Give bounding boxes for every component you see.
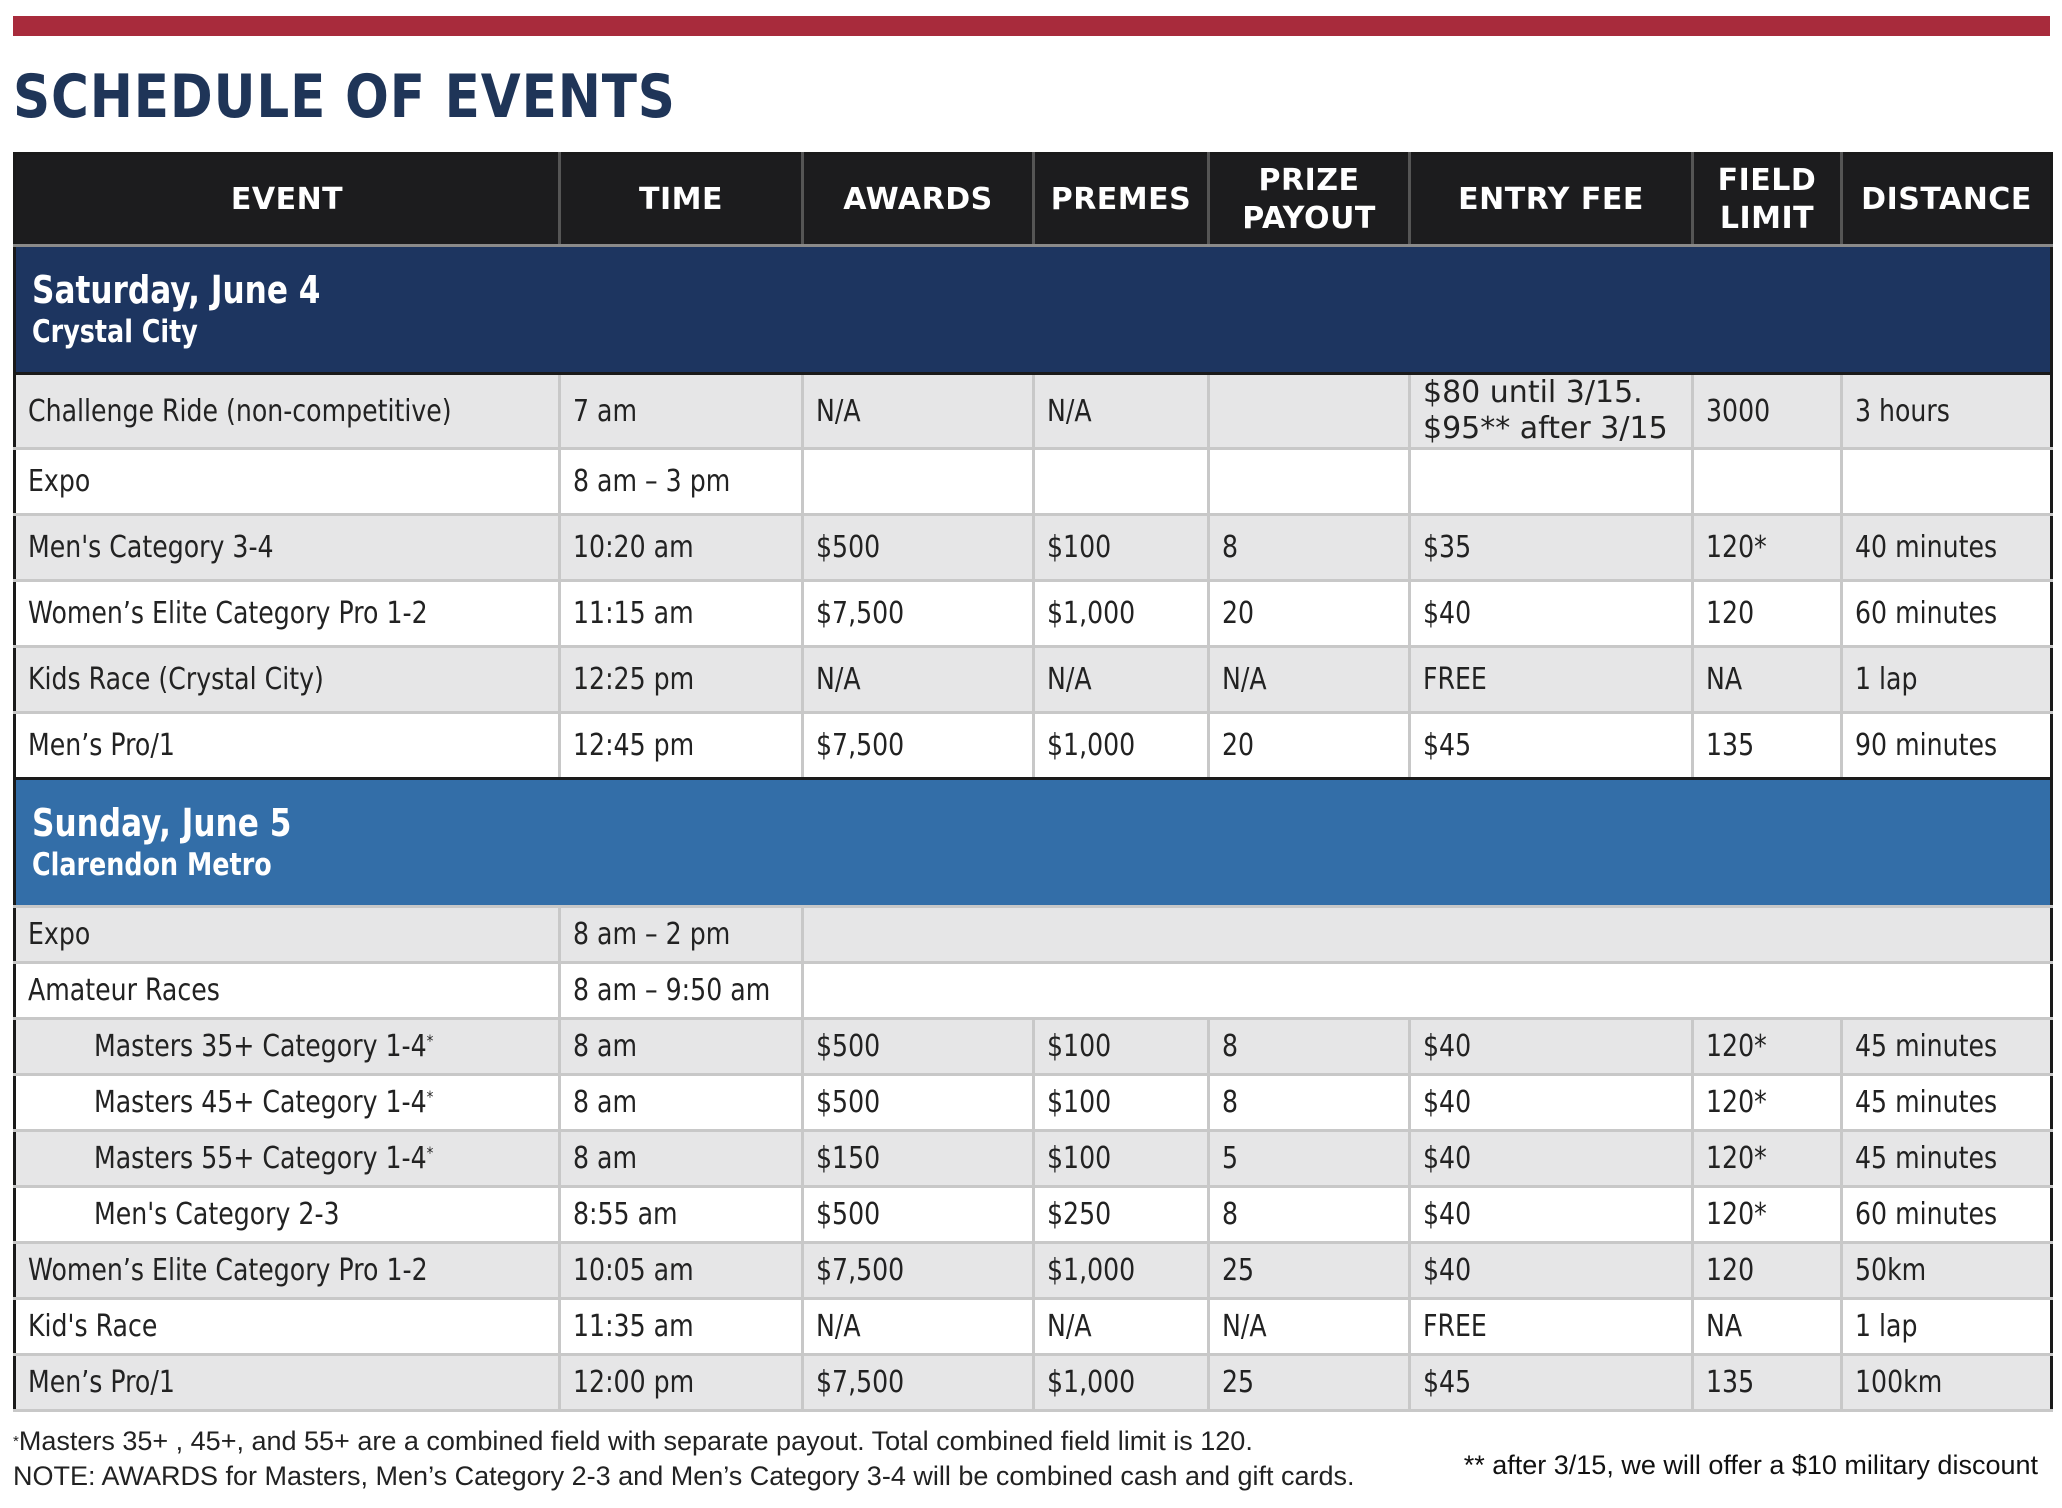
cell-payout [1209,374,1410,449]
cell-premes: $250 [1034,1187,1209,1243]
cell-premes: $100 [1034,1075,1209,1131]
cell-entry-fee: $40 [1410,1131,1693,1187]
schedule-table [13,152,2053,1412]
cell-event: Women’s Elite Category Pro 1-2 [15,581,560,647]
cell-premes: $1,000 [1034,581,1209,647]
military-discount-note: ** after 3/15, we will offer a $10 military discount [1463,1450,2038,1480]
cell-field-limit: NA [1693,1299,1842,1355]
cell-time: 8 am [560,1075,803,1131]
cell-event: Challenge Ride (non-competitive) [15,374,560,449]
cell-premes: $100 [1034,1131,1209,1187]
cell-awards: $7,500 [803,1243,1034,1299]
cell-time: 12:45 pm [560,713,803,779]
cell-event: Expo [15,907,560,963]
cell-event: Masters 55+ Category 1-4* [15,1131,560,1187]
cell-field-limit: 120* [1693,1075,1842,1131]
day-header-saturday [15,246,2052,374]
cell-distance: 3 hours [1842,374,2052,449]
col-header-distance: DISTANCE [1842,154,2052,246]
cell-field-limit: 120* [1693,1187,1842,1243]
day-location: Clarendon Metro [32,846,272,883]
cell-event: Amateur Races [15,963,560,1019]
table-row [15,647,2052,713]
cell-blank [803,907,2052,963]
cell-event: Men's Category 2-3 [15,1187,560,1243]
cell-time: 8 am [560,1131,803,1187]
cell-field-limit: 135 [1693,713,1842,779]
table-row [15,963,2052,1019]
day-name: Saturday, June 4 [32,267,321,312]
footnote-marker: * [13,1433,19,1450]
cell-entry-fee: $40 [1410,1019,1693,1075]
cell-payout: 20 [1209,713,1410,779]
cell-awards: $500 [803,1075,1034,1131]
cell-distance: 45 minutes [1842,1075,2052,1131]
cell-entry-fee: $45 [1410,713,1693,779]
fee-line: $80 until 3/15. [1423,375,1643,410]
cell-field-limit: 120 [1693,1243,1842,1299]
header-row [15,154,2052,246]
cell-payout: 8 [1209,1019,1410,1075]
cell-entry-fee: $35 [1410,515,1693,581]
cell-time: 11:35 am [560,1299,803,1355]
cell-payout: 8 [1209,1075,1410,1131]
cell-time: 8 am – 2 pm [560,907,803,963]
cell-field-limit: 120* [1693,1131,1842,1187]
cell-premes [1034,449,1209,515]
table-row [15,907,2052,963]
cell-awards: $150 [803,1131,1034,1187]
col-header-prize-payout: PRIZE PAYOUT [1209,154,1410,246]
cell-premes: $1,000 [1034,1243,1209,1299]
cell-awards: N/A [803,374,1034,449]
col-header-field-limit: FIELD LIMIT [1693,154,1842,246]
cell-premes: N/A [1034,647,1209,713]
cell-distance: 40 minutes [1842,515,2052,581]
cell-event: Kid's Race [15,1299,560,1355]
cell-field-limit: 135 [1693,1355,1842,1411]
cell-premes: $1,000 [1034,713,1209,779]
cell-premes: N/A [1034,374,1209,449]
cell-distance: 60 minutes [1842,581,2052,647]
cell-entry-fee: $40 [1410,1243,1693,1299]
cell-event: Expo [15,449,560,515]
cell-time: 8 am [560,1019,803,1075]
footnote-awards-note: NOTE: AWARDS for Masters, Men’s Category 2-3 and Men’s Category 3-4 will be combined cash and gift cards. [13,1461,1355,1491]
cell-entry-fee: $40 [1410,1075,1693,1131]
table-row [15,1187,2052,1243]
cell-distance [1842,449,2052,515]
cell-awards: N/A [803,1299,1034,1355]
top-rule [13,16,2050,36]
footnotes [13,1424,1355,1494]
cell-field-limit: 120* [1693,515,1842,581]
cell-time: 8:55 am [560,1187,803,1243]
table-row [15,1131,2052,1187]
cell-time: 11:15 am [560,581,803,647]
cell-payout [1209,449,1410,515]
cell-distance: 100km [1842,1355,2052,1411]
footnote-combined-field: *Masters 35+ , 45+, and 55+ are a combined field with separate payout. Total combined field limit is 120. [13,1426,1253,1456]
cell-event: Masters 45+ Category 1-4* [15,1075,560,1131]
cell-distance: 60 minutes [1842,1187,2052,1243]
cell-field-limit: 120* [1693,1019,1842,1075]
cell-payout: 25 [1209,1243,1410,1299]
cell-event: Men's Category 3-4 [15,515,560,581]
day-header-sunday [15,779,2052,907]
table-row [15,1299,2052,1355]
cell-time: 8 am – 9:50 am [560,963,803,1019]
day-location: Crystal City [32,313,198,350]
cell-payout: 20 [1209,581,1410,647]
cell-field-limit [1693,449,1842,515]
table-row [15,581,2052,647]
table-row [15,713,2052,779]
cell-payout: N/A [1209,647,1410,713]
table-row [15,515,2052,581]
cell-awards: $7,500 [803,581,1034,647]
col-header-event: EVENT [15,154,560,246]
cell-premes: $1,000 [1034,1355,1209,1411]
cell-payout: 5 [1209,1131,1410,1187]
col-header-entry-fee: ENTRY FEE [1410,154,1693,246]
footnote-marker: * [426,1087,434,1106]
cell-event: Women’s Elite Category Pro 1-2 [15,1243,560,1299]
page-title: SCHEDULE OF EVENTS [13,62,676,132]
cell-awards: $7,500 [803,1355,1034,1411]
cell-awards: $500 [803,515,1034,581]
cell-event: Masters 35+ Category 1-4* [15,1019,560,1075]
table-row [15,449,2052,515]
cell-time: 10:05 am [560,1243,803,1299]
cell-time: 12:25 pm [560,647,803,713]
col-header-time: TIME [560,154,803,246]
table-row [15,374,2052,449]
cell-field-limit: 120 [1693,581,1842,647]
cell-event: Men’s Pro/1 [15,713,560,779]
cell-blank [803,963,2052,1019]
cell-awards: $500 [803,1019,1034,1075]
cell-awards: N/A [803,647,1034,713]
cell-payout: 25 [1209,1355,1410,1411]
cell-awards: $500 [803,1187,1034,1243]
cell-payout: N/A [1209,1299,1410,1355]
table-row [15,1355,2052,1411]
cell-awards: $7,500 [803,713,1034,779]
cell-premes: $100 [1034,515,1209,581]
footnote-marker: * [426,1143,434,1162]
fee-line: $95** after 3/15 [1423,411,1668,446]
cell-event: Kids Race (Crystal City) [15,647,560,713]
cell-distance: 90 minutes [1842,713,2052,779]
cell-premes: N/A [1034,1299,1209,1355]
cell-entry-fee: $40 [1410,581,1693,647]
cell-field-limit: NA [1693,647,1842,713]
cell-distance: 45 minutes [1842,1131,2052,1187]
day-name: Sunday, June 5 [32,800,292,845]
cell-time: 10:20 am [560,515,803,581]
cell-awards [803,449,1034,515]
table-row [15,1075,2052,1131]
cell-distance: 1 lap [1842,647,2052,713]
cell-distance: 1 lap [1842,1299,2052,1355]
cell-premes: $100 [1034,1019,1209,1075]
table-row [15,1243,2052,1299]
cell-entry-fee [1410,374,1693,449]
cell-distance: 45 minutes [1842,1019,2052,1075]
cell-event: Men’s Pro/1 [15,1355,560,1411]
cell-entry-fee: $40 [1410,1187,1693,1243]
cell-time: 8 am – 3 pm [560,449,803,515]
table-row [15,1019,2052,1075]
cell-entry-fee: FREE [1410,647,1693,713]
cell-payout: 8 [1209,515,1410,581]
cell-field-limit: 3000 [1693,374,1842,449]
col-header-awards: AWARDS [803,154,1034,246]
cell-entry-fee: FREE [1410,1299,1693,1355]
col-header-premes: PREMES [1034,154,1209,246]
cell-distance: 50km [1842,1243,2052,1299]
cell-entry-fee: $45 [1410,1355,1693,1411]
cell-time: 7 am [560,374,803,449]
cell-time: 12:00 pm [560,1355,803,1411]
cell-payout: 8 [1209,1187,1410,1243]
cell-entry-fee [1410,449,1693,515]
footnote-marker: * [426,1031,434,1050]
